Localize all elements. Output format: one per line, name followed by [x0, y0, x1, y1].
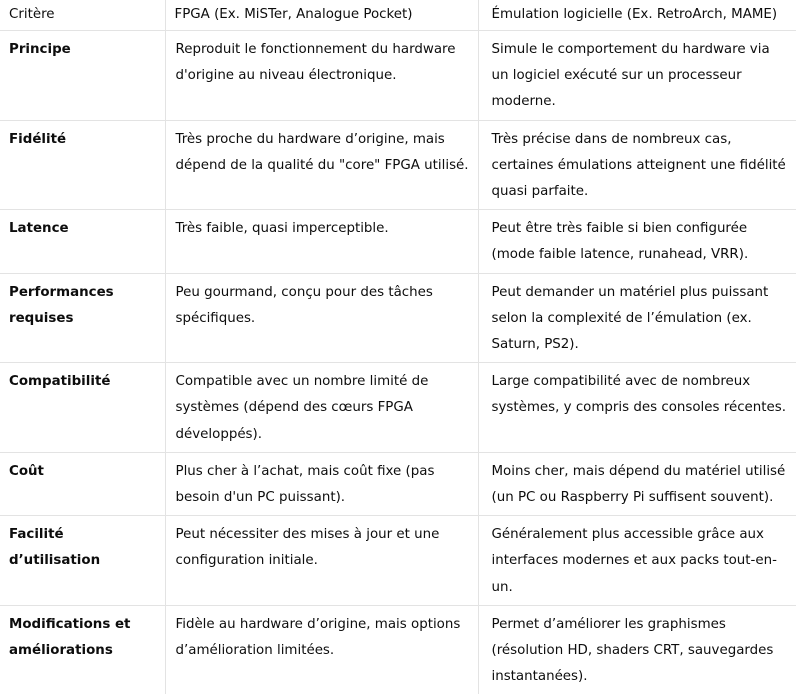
row-fpga-cell: Reproduit le fonctionnement du hardware d'origine au niveau électronique.	[165, 31, 478, 121]
table-row	[0, 363, 796, 453]
row-emulation-cell: Peut demander un matériel plus puissant selon la complexité de l’émulation (ex. Saturn, PS2).	[478, 273, 796, 363]
row-fpga-cell: Très faible, quasi imperceptible.	[165, 210, 478, 273]
header-criterion: Critère	[0, 0, 165, 31]
row-emulation-cell: Généralement plus accessible grâce aux interfaces modernes et aux packs tout-en-un.	[478, 516, 796, 606]
row-fpga-cell: Peu gourmand, conçu pour des tâches spécifiques.	[165, 273, 478, 363]
row-criterion: Modifications et améliorations	[9, 616, 131, 659]
table-row	[0, 452, 796, 515]
row-emulation-cell: Simule le comportement du hardware via un logiciel exécuté sur un processeur moderne.	[478, 31, 796, 121]
row-fpga-cell: Fidèle au hardware d’origine, mais options d’amélioration limitées.	[165, 605, 478, 694]
row-fpga-cell: Peut nécessiter des mises à jour et une configuration initiale.	[165, 516, 478, 606]
row-criterion: Principe	[0, 31, 165, 121]
row-criterion: Latence	[0, 210, 165, 273]
table-row	[0, 31, 796, 121]
row-fpga-cell: Très proche du hardware d’origine, mais dépend de la qualité du "core" FPGA utilisé.	[165, 120, 478, 210]
row-emulation-cell: Moins cher, mais dépend du matériel utilisé (un PC ou Raspberry Pi suffisent souvent).	[478, 452, 796, 515]
header-emulation: Émulation logicielle (Ex. RetroArch, MAME)	[478, 0, 796, 31]
row-criterion: Performances requises	[0, 273, 165, 363]
row-criterion: Facilité d’utilisation	[0, 516, 165, 606]
row-fpga-cell: Compatible avec un nombre limité de systèmes (dépend des cœurs FPGA développés).	[165, 363, 478, 453]
header-fpga: FPGA (Ex. MiSTer, Analogue Pocket)	[165, 0, 478, 31]
row-emulation-cell: Permet d’améliorer les graphismes (résolution HD, shaders CRT, sauvegardes instantanées).	[478, 605, 796, 694]
table-row	[0, 273, 796, 363]
row-emulation-cell: Peut être très faible si bien configurée (mode faible latence, runahead, VRR).	[478, 210, 796, 273]
row-criterion: Fidélité	[0, 120, 165, 210]
table-row	[0, 210, 796, 273]
row-emulation-cell: Très précise dans de nombreux cas, certaines émulations atteignent une fidélité quasi parfaite.	[478, 120, 796, 210]
row-fpga-cell: Plus cher à l’achat, mais coût fixe (pas besoin d'un PC puissant).	[165, 452, 478, 515]
table-row	[0, 516, 796, 606]
table-header-row	[0, 0, 796, 31]
row-emulation-cell: Large compatibilité avec de nombreux systèmes, y compris des consoles récentes.	[478, 363, 796, 453]
table-row	[0, 605, 796, 694]
row-criterion: Coût	[0, 452, 165, 515]
table-row	[0, 120, 796, 210]
row-criterion: Compatibilité	[0, 363, 165, 453]
